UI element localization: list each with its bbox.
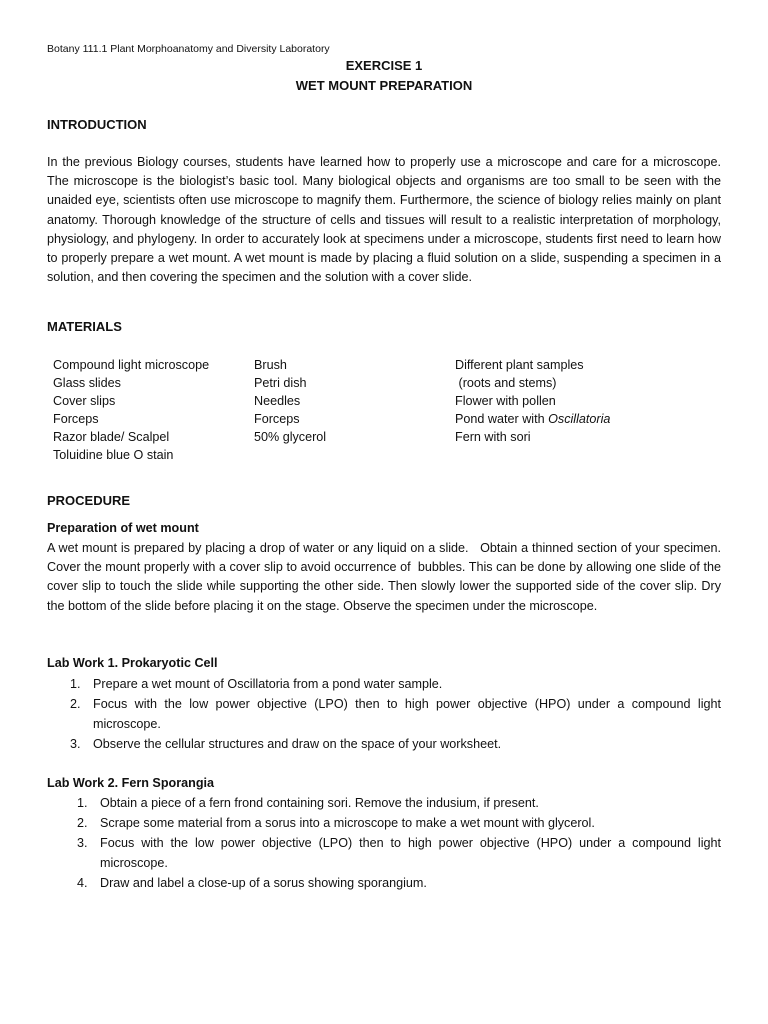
step-text: Focus with the low power objective (LPO) then to high power objective (HPO) under a compound light microscope. [100, 836, 721, 870]
material-item: Cover slips [53, 394, 116, 408]
materials-heading: MATERIALS [47, 319, 122, 334]
course-header: Botany 111.1 Plant Morphoanatomy and Diversity Laboratory [47, 43, 330, 55]
step-number: 3. [70, 737, 81, 751]
material-item: Forceps [254, 412, 300, 426]
step-number: 2. [70, 697, 81, 711]
list-item [70, 694, 721, 734]
introduction-heading: INTRODUCTION [47, 117, 147, 132]
material-item: Different plant samples [455, 358, 584, 372]
lab-work-1-steps [70, 674, 721, 754]
lab-work-1-title: Lab Work 1. Prokaryotic Cell [47, 656, 218, 670]
list-item [77, 793, 721, 813]
lab-work-2-title: Lab Work 2. Fern Sporangia [47, 776, 215, 790]
materials-column-3 [455, 356, 610, 446]
material-item: Forceps [53, 412, 99, 426]
material-item: Razor blade/ Scalpel [53, 430, 170, 444]
step-number: 4. [77, 876, 88, 890]
species-name: Oscillatoria [548, 412, 611, 426]
step-number: 1. [70, 677, 81, 691]
list-item [70, 674, 721, 694]
step-text: Draw and label a close-up of a sorus showing sporangium. [100, 876, 427, 890]
material-item: Compound light microscope [53, 358, 210, 372]
list-item [70, 734, 721, 754]
material-item: Glass slides [53, 376, 121, 390]
step-number: 1. [77, 796, 88, 810]
list-item [77, 813, 721, 833]
material-item: Brush [254, 358, 287, 372]
materials-column-2 [254, 356, 326, 446]
step-text: Scrape some material from a sorus into a microscope to make a wet mount with glycerol. [100, 816, 595, 830]
material-item: 50% glycerol [254, 430, 327, 444]
wet-mount-paragraph: A wet mount is prepared by placing a drop of water or any liquid on a slide. Obtain a thinned section of your specimen. Cover the mount properly with a cover slip to avoid occurrence of bubbles. This can be done by allowing one slide of the cover slip to touch the slide while supporting the other side. Then slowly lower the supported side of the cover slip. Dry the bottom of the slide before placing it on the stage. Observe the specimen under the microscope. [47, 541, 725, 613]
step-text: Prepare a wet mount of Oscillatoria from a pond water sample. [93, 677, 443, 691]
step-text: Obtain a piece of a fern frond containing sori. Remove the indusium, if present. [100, 796, 539, 810]
material-item [455, 410, 610, 428]
step-text: Focus with the low power objective (LPO) then to high power objective (HPO) under a compound light microscope. [93, 697, 721, 731]
materials-column-1 [53, 356, 209, 464]
step-text: Observe the cellular structures and draw on the space of your worksheet. [93, 737, 502, 751]
exercise-title: WET MOUNT PREPARATION [295, 78, 473, 93]
list-item [77, 833, 721, 873]
material-item: Toluidine blue O stain [53, 448, 174, 462]
introduction-paragraph: In the previous Biology courses, students have learned how to properly use a microscope and care for a microscope. The microscope is the biologist’s basic tool. Many biological objects and organisms are too small to be seen with the unaided eye, scientists often use microscope to magnify them. Furthermore, the science of biology relies mainly on plant anatomy. Thorough knowledge of the structure of cells and tissues will result to a realistic interpretation of morphology, physiology, and phylogeny. In order to accurately look at specimens under a microscope, students first need to learn how to properly prepare a wet mount. A wet mount is made by placing a fluid solution on a slide, suspending a specimen in a solution, and then covering the specimen and the solution with a cover slide. [47, 155, 721, 285]
exercise-number: EXERCISE 1 [345, 58, 423, 73]
material-item: Needles [254, 394, 301, 408]
procedure-heading: PROCEDURE [47, 493, 131, 508]
lab-work-2-steps [77, 793, 721, 893]
material-item: (roots and stems) [455, 376, 557, 390]
wet-mount-subheading: Preparation of wet mount [47, 521, 199, 535]
material-item-text: Pond water with [455, 412, 549, 426]
step-number: 2. [77, 816, 88, 830]
material-item: Fern with sori [455, 430, 531, 444]
list-item [77, 873, 721, 893]
material-item: Flower with pollen [455, 394, 556, 408]
material-item: Petri dish [254, 376, 307, 390]
step-number: 3. [77, 836, 88, 850]
